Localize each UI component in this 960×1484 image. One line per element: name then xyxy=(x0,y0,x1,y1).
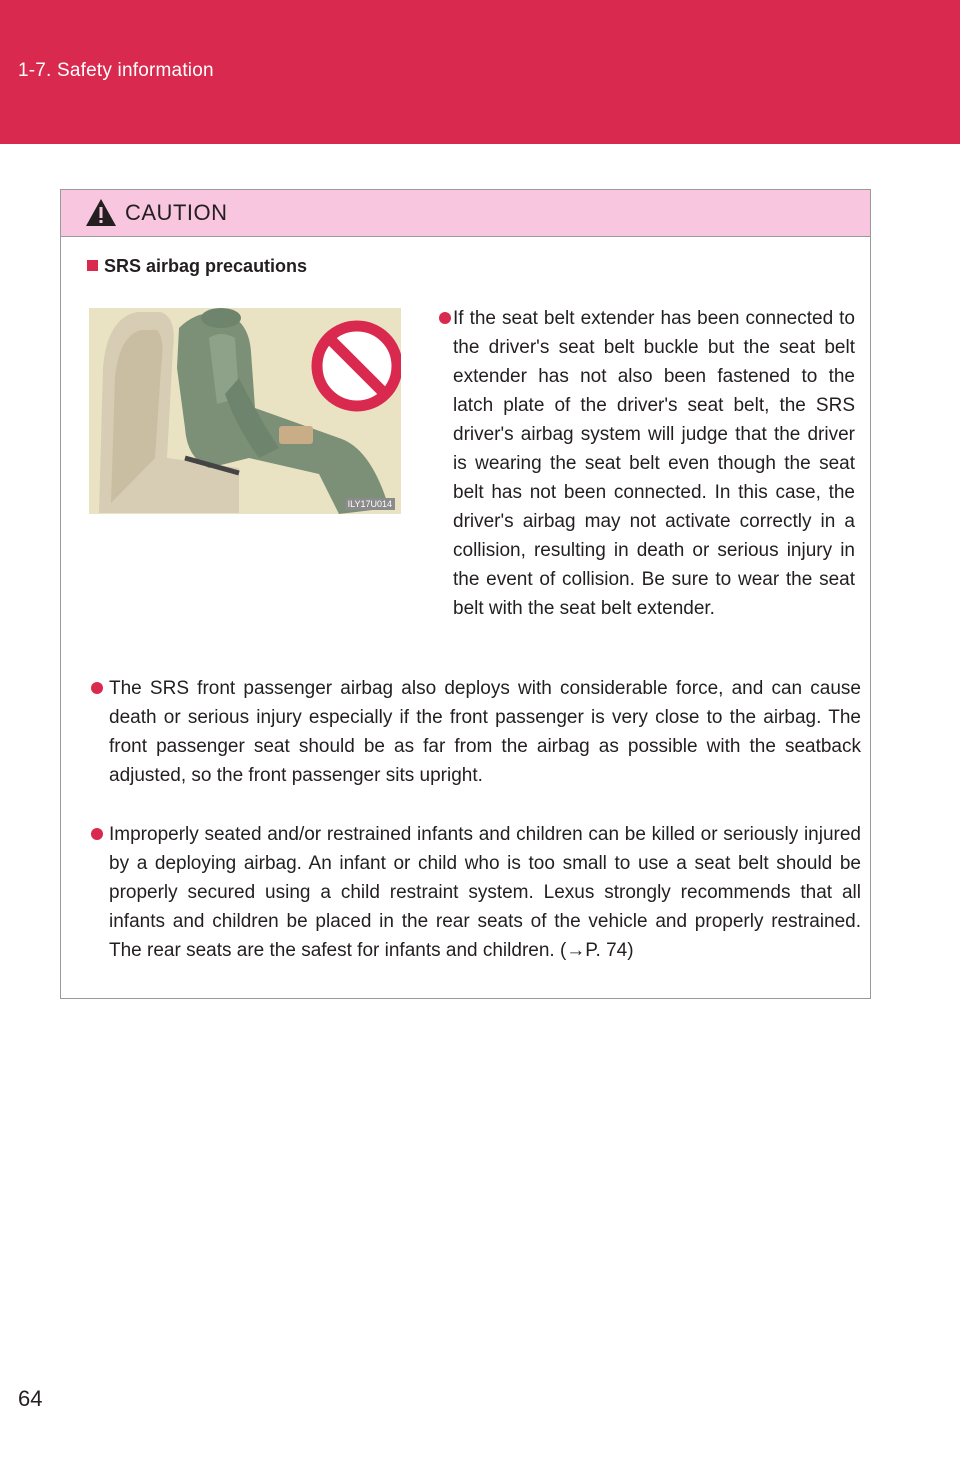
seat-belt-extender-illustration xyxy=(89,308,401,514)
bullet-text-3: Improperly seated and/or restrained infants and children can be killed or seriously injured by a deploying airbag. An infant or child who is too small to use a seat belt should be properly secured using a child restraint system. Lexus strongly recommends that all infants and children be placed in the rear seats of the vehicle and properly restrained. The rear seats are the safest for infants and children. (→P. 74) xyxy=(109,824,861,961)
bullet-icon xyxy=(91,682,103,694)
square-bullet-icon xyxy=(87,260,98,271)
caution-box xyxy=(60,189,871,999)
bullet-text-2: The SRS front passenger airbag also deploys with considerable force, and can cause death or serious injury especially if the front passenger is very close to the airbag. The front passenger seat should be as far from the airbag as possible with the seatback adjusted, so the front passenger sits upright. xyxy=(109,678,861,786)
page-number: 64 xyxy=(18,1386,43,1411)
section-title: 1-7. Safety information xyxy=(18,60,214,81)
caution-header xyxy=(61,190,870,237)
illustration-code: ILY17U014 xyxy=(345,498,395,510)
person-seated-illustration xyxy=(89,308,401,514)
warning-triangle-icon xyxy=(85,198,117,227)
bullet-icon xyxy=(439,312,451,324)
subheading: SRS airbag precautions xyxy=(87,256,307,277)
bullet-icon xyxy=(91,828,103,840)
caution-label: CAUTION xyxy=(125,200,228,225)
bullet-text-1: If the seat belt extender has been connected to the driver's seat belt buckle but the seat belt extender has not also been fastened to the latch plate of the driver's seat belt, the SRS driver's airbag system will judge that the driver is wearing the seat belt even though the seat belt has not been connected. In this case, the driver's airbag may not activate correctly in a collision, resulting in death or serious injury in the event of collision. Be sure to wear the seat belt with the seat belt extender. xyxy=(453,308,855,619)
header-band xyxy=(0,0,960,144)
